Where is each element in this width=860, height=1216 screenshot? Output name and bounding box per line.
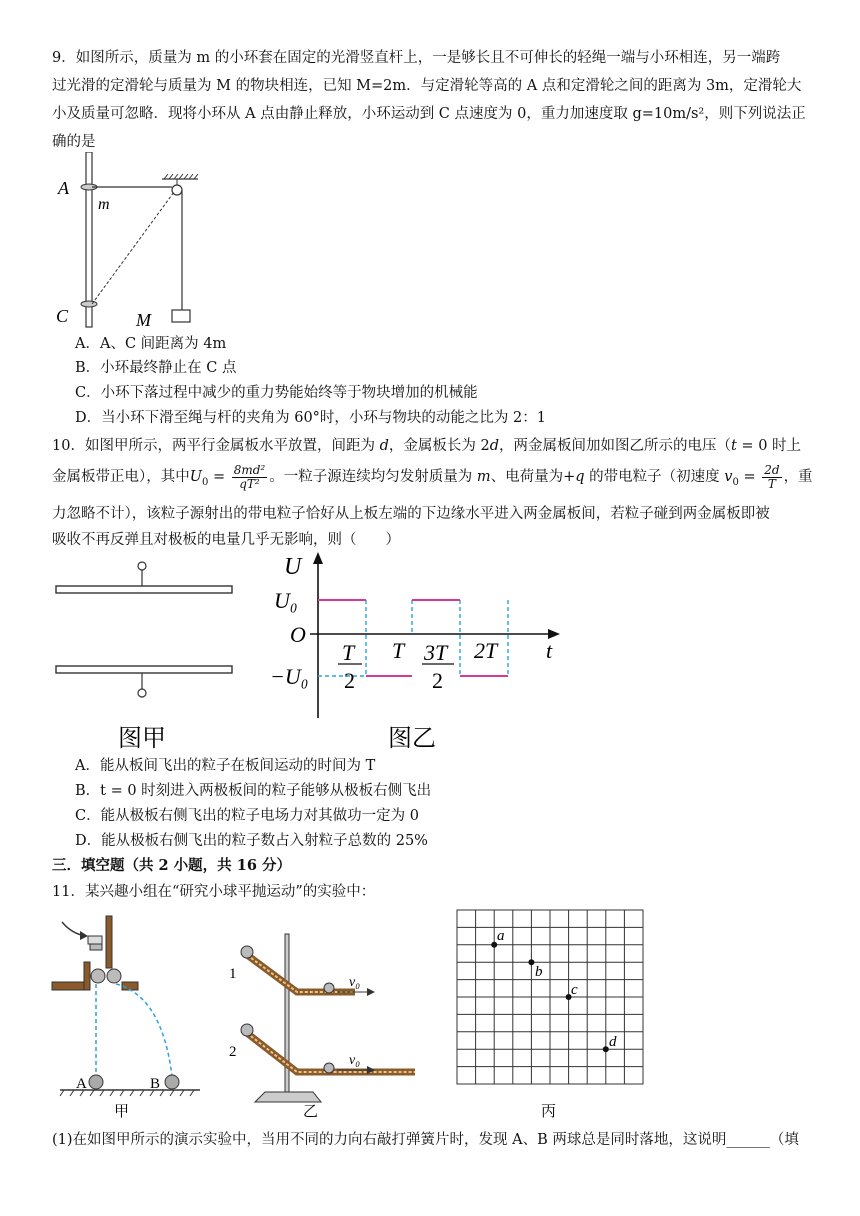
q10-option-d: D．能从极板右侧飞出的粒子数占入射粒子总数的 25% [75, 833, 428, 849]
q10-line4: 吸收不再反弹且对极板的电量几乎无影响，则（ ） [52, 532, 400, 548]
q10-figure-jia [50, 556, 250, 756]
q9-option-a: A．A、C 间距离为 4m [75, 336, 227, 352]
q10-option-b: B．t = 0 时刻进入两极板间的粒子能够从极板右侧飞出 [75, 783, 432, 799]
graph-t-axis-label: t [546, 638, 553, 663]
q10-figure-yi [270, 548, 570, 756]
tick-t-half-den: 2 [344, 668, 355, 693]
q10-line1: 10．如图甲所示，两平行金属板水平放置，间距为 d，金属板长为 2d，两金属板间加如图乙所示的电压（t = 0 时上 [52, 438, 802, 454]
fig-label-c: C [56, 306, 69, 326]
fig-jia-caption: 图甲 [118, 726, 166, 752]
graph-neg-u0-label: −U₀ [270, 664, 309, 689]
q11-figure-bing [455, 908, 655, 1128]
q11-line1: 11．某兴趣小组在“研究小球平抛运动”的实验中： [52, 884, 376, 900]
point-d-label: d [609, 1034, 617, 1050]
fig-label-m: m [98, 196, 110, 213]
point-a-label: a [497, 928, 505, 944]
fig-label-big-m: M [136, 310, 151, 330]
track-1-label: 1 [229, 966, 237, 982]
tick-2t: 2T [474, 638, 498, 663]
q10-option-a: A．能从板间飞出的粒子在板间运动的时间为 T [75, 758, 376, 774]
ball-b-label: B [150, 1076, 161, 1092]
tick-t-half-num: T [342, 640, 355, 665]
fig11-yi-caption: 乙 [303, 1104, 319, 1120]
q11-figure-yi [225, 906, 425, 1126]
point-b-label: b [535, 964, 543, 980]
fig-label-a: A [58, 178, 69, 198]
track-1-v0-label: v₀ [349, 975, 361, 990]
q9-line3: 小及质量可忽略．现将小环从 A 点由静止释放，小环运动到 C 点速度为 0，重力加速度取 g=10m/s²，则下列说法正 [52, 106, 806, 122]
graph-origin-label: O [290, 622, 306, 647]
q10-line3: 力忽略不计），该粒子源射出的带电粒子恰好从上板左端的下边缘水平进入两金属板间，若粒子碰到两金属板即被 [52, 506, 770, 522]
q11-figure-jia [50, 906, 210, 1126]
q9-option-c: C．小环下落过程中减少的重力势能始终等于物块增加的机械能 [75, 385, 478, 401]
track-2-label: 2 [229, 1044, 237, 1060]
q9-line1: 9．如图所示，质量为 m 的小环套在固定的光滑竖直杆上，一是够长且不可伸长的轻绳一端与小环相连，另一端跨 [52, 50, 781, 66]
graph-u-label: U [284, 554, 302, 580]
fig11-jia-caption: 甲 [114, 1104, 130, 1120]
tick-t: T [392, 638, 405, 663]
q9-figure [50, 152, 230, 332]
q9-line2: 过光滑的定滑轮与质量为 M 的物块相连，已知 M=2m．与定滑轮等高的 A 点和定滑轮之间的距离为 3m，定滑轮大 [52, 78, 802, 94]
q9-option-d: D．当小环下滑至绳与杆的夹角为 60°时，小环与物块的动能之比为 2：1 [75, 410, 546, 426]
section-3-heading: 三．填空题（共 2 小题，共 16 分） [52, 857, 291, 874]
graph-u0-label: U₀ [274, 588, 298, 613]
track-2-v0-label: v₀ [349, 1053, 361, 1068]
fig11-bing-caption: 丙 [541, 1104, 557, 1120]
point-c-label: c [571, 982, 578, 998]
q10-line2: 金属板带正电），其中$U_0$ = $\frac{\text{8md²}}{\text{qT²}}$ 。一粒子源连续均匀发射质量为 m、电荷量为+q 的带电粒子（初速度 $v_0$ = $\frac{2d}{T}$ ，重 [52, 462, 813, 491]
tick-3t-half-num: 3T [424, 640, 448, 665]
q9-line4: 确的是 [52, 134, 96, 150]
fig-yi-caption: 图乙 [388, 726, 436, 752]
q10-option-c: C．能从极板右侧飞出的粒子电场力对其做功一定为 0 [75, 808, 419, 824]
q9-option-b: B．小环最终静止在 C 点 [75, 360, 237, 376]
tick-3t-half-den: 2 [432, 668, 443, 693]
ball-a-label: A [76, 1076, 87, 1092]
q11-line2: (1)在如图甲所示的演示实验中，当用不同的力向右敲打弹簧片时，发现 A、B 两球总是同时落地，这说明______（填 [52, 1132, 799, 1148]
